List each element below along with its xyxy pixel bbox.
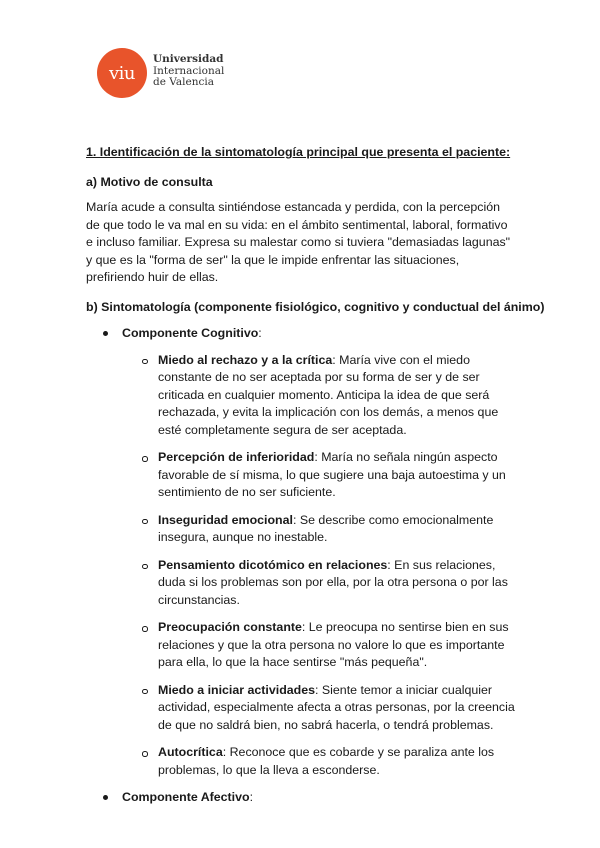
document-body xyxy=(86,143,545,806)
logo-line-1: Universidad xyxy=(153,53,224,65)
item-term: Miedo al rechazo y a la crítica xyxy=(158,352,333,367)
section-heading: 1. Identificación de la sintomatología principal que presenta el paciente: xyxy=(86,145,511,159)
affective-component-label: Componente Afectivo xyxy=(122,790,250,804)
logo-text xyxy=(153,54,224,89)
item-term: Pensamiento dicotómico en relaciones xyxy=(158,557,388,572)
affective-component-bullet: Componente Afectivo: xyxy=(86,788,516,806)
item-term: Preocupación constante xyxy=(158,620,302,634)
item-desc: : Le preocupa no sentirse bien en sus relaciones y que la otra persona no valore lo que es importante para ella, lo que la hace sentirse "más pequeña". xyxy=(158,620,509,669)
item-desc: : María no señala ningún aspecto favorable de sí misma, lo que sugiere una baja autoestima y un sentimiento de no ser suficiente. xyxy=(158,450,506,499)
logo-line-2: Internacional xyxy=(153,64,225,77)
list-item xyxy=(86,352,516,440)
list-item xyxy=(86,449,516,502)
bullet-circle xyxy=(142,564,148,570)
item-term: Miedo a iniciar actividades xyxy=(158,682,316,697)
list-item xyxy=(86,619,516,672)
item-term: Autocrítica xyxy=(158,745,223,759)
bullet-circle xyxy=(142,626,148,632)
item-desc: : María vive con el miedo constante de no ser aceptada por su forma de ser y de ser criticada en cualquier momento. Anticipa la idea de que será rechazada, y evita la implicación con los demás, a menos que esté completamente segura de ser aceptada. xyxy=(158,352,499,437)
cognitive-component-label: Componente Cognitivo xyxy=(122,325,259,340)
list-item xyxy=(86,682,516,735)
cognitive-items-list xyxy=(86,352,516,780)
subsection-a-title: a) Motivo de consulta xyxy=(86,175,213,189)
cognitive-component-bullet: Componente Cognitivo: xyxy=(86,324,516,342)
list-item xyxy=(86,557,516,610)
subsection-a-text: María acude a consulta sintiéndose estancada y perdida, con la percepción de que todo le va mal en su vida: en el ámbito sentimental, laboral, formativo e incluso familiar. Expresa su malestar como si tuviera "demasiadas lagunas" y que es la "forma de ser" la que le impide enfrentar las situaciones, prefiriendo huir de ellas. xyxy=(86,200,511,284)
bullet-circle xyxy=(142,359,148,365)
logo-mark: viu xyxy=(97,48,147,98)
bullet-dot xyxy=(103,331,108,336)
bullet-circle xyxy=(142,689,148,695)
logo-line-3: de Valencia xyxy=(153,76,214,88)
list-item xyxy=(86,512,516,547)
item-desc: : Se describe como emocionalmente insegura, aunque no inestable. xyxy=(158,512,494,544)
subsection-b-title: b) Sintomatología (componente fisiológico, cognitivo y conductual del ánimo) xyxy=(86,299,545,314)
item-term: Percepción de inferioridad xyxy=(158,450,315,464)
bullet-dot xyxy=(103,795,108,800)
bullet-circle xyxy=(142,456,148,462)
list-item xyxy=(86,744,516,779)
item-desc: : En sus relaciones, duda si los problemas son por ella, por la otra persona o por las circunstancias. xyxy=(158,557,508,607)
item-term: Inseguridad emocional xyxy=(158,512,293,527)
bullet-circle xyxy=(142,519,148,525)
bullet-circle xyxy=(142,751,148,757)
item-desc: : Reconoce que es cobarde y se paraliza ante los problemas, lo que la lleva a esconderse. xyxy=(158,745,495,777)
item-desc: : Siente temor a iniciar cualquier actividad, especialmente afecta a otras personas, por la creencia de que no saldrá bien, no sabrá hacerla, o tendrá problemas. xyxy=(158,682,515,732)
university-logo xyxy=(97,48,227,98)
